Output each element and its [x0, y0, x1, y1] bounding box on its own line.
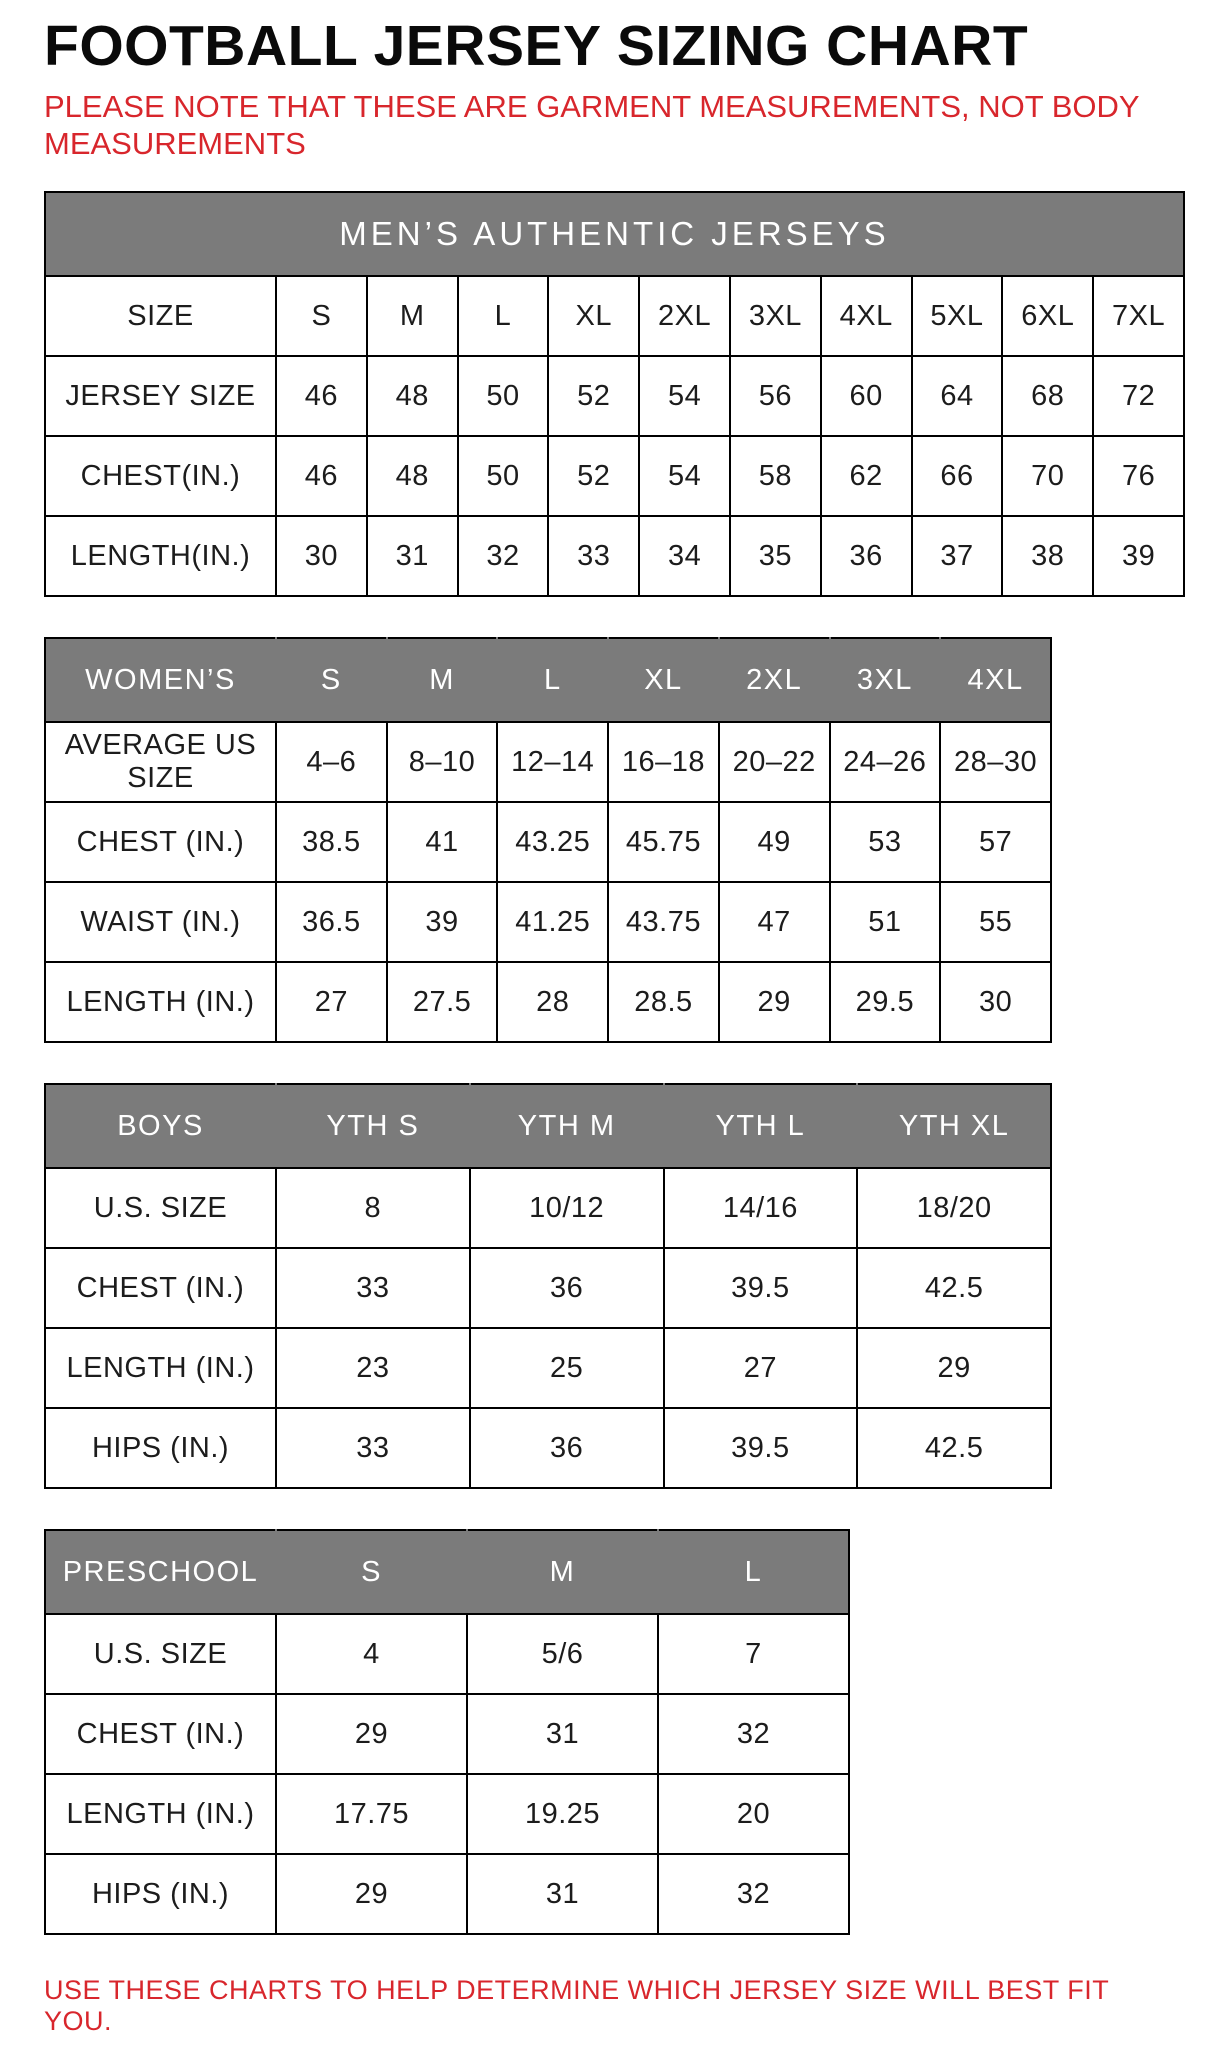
preschool-table-banner-row — [45, 1530, 849, 1614]
table-cell: 39.5 — [664, 1408, 858, 1488]
table-cell: 6XL — [1002, 276, 1093, 356]
row-label: JERSEY SIZE — [45, 356, 276, 436]
table-cell: 43.25 — [497, 802, 608, 882]
table-cell: XL — [548, 276, 639, 356]
table-cell: 27 — [664, 1328, 858, 1408]
table-cell: 10/12 — [470, 1168, 664, 1248]
table-cell: 8 — [276, 1168, 470, 1248]
table-cell: 27.5 — [387, 962, 498, 1042]
table-cell: 24–26 — [830, 722, 941, 802]
table-cell: 30 — [940, 962, 1051, 1042]
table-cell: 5XL — [912, 276, 1003, 356]
row-label: AVERAGE US SIZE — [45, 722, 276, 802]
table-row — [45, 436, 1184, 516]
table-cell: 49 — [719, 802, 830, 882]
table-cell: 8–10 — [387, 722, 498, 802]
table-cell: 30 — [276, 516, 367, 596]
table-cell: 48 — [367, 356, 458, 436]
table-row — [45, 722, 1051, 802]
boys-table-banner-row — [45, 1084, 1051, 1168]
column-header: 4XL — [940, 638, 1051, 722]
table-row — [45, 882, 1051, 962]
table-cell: 48 — [367, 436, 458, 516]
table-cell: 58 — [730, 436, 821, 516]
row-label: CHEST(IN.) — [45, 436, 276, 516]
table-cell: 28–30 — [940, 722, 1051, 802]
fit-advice-footer: USE THESE CHARTS TO HELP DETERMINE WHICH JERSEY SIZE WILL BEST FIT YOU. — [44, 1975, 1109, 2037]
row-label: U.S. SIZE — [45, 1614, 276, 1694]
row-label: HIPS (IN.) — [45, 1408, 276, 1488]
table-cell: 20–22 — [719, 722, 830, 802]
table-row — [45, 276, 1184, 356]
table-cell: 47 — [719, 882, 830, 962]
table-cell: 62 — [821, 436, 912, 516]
mens-table-title: MEN’S AUTHENTIC JERSEYS — [45, 192, 1184, 276]
table-cell: 32 — [658, 1854, 849, 1934]
table-cell: 7 — [658, 1614, 849, 1694]
column-header: M — [387, 638, 498, 722]
column-header: M — [467, 1530, 658, 1614]
table-cell: 12–14 — [497, 722, 608, 802]
table-cell: 3XL — [730, 276, 821, 356]
table-cell: 28.5 — [608, 962, 719, 1042]
table-cell: 39 — [1093, 516, 1184, 596]
mens-authentic-jerseys-table — [44, 191, 1185, 597]
table-cell: S — [276, 276, 367, 356]
table-cell: 27 — [276, 962, 387, 1042]
table-cell: 7XL — [1093, 276, 1184, 356]
table-cell: 45.75 — [608, 802, 719, 882]
table-cell: 36.5 — [276, 882, 387, 962]
column-header: L — [658, 1530, 849, 1614]
table-cell: 36 — [470, 1248, 664, 1328]
preschool-sizing-table — [44, 1529, 850, 1935]
table-row — [45, 356, 1184, 436]
table-cell: 4 — [276, 1614, 467, 1694]
table-row — [45, 516, 1184, 596]
row-label: LENGTH (IN.) — [45, 962, 276, 1042]
table-cell: 16–18 — [608, 722, 719, 802]
table-cell: 35 — [730, 516, 821, 596]
table-cell: 29 — [719, 962, 830, 1042]
row-label: LENGTH (IN.) — [45, 1328, 276, 1408]
garment-measurements-note: PLEASE NOTE THAT THESE ARE GARMENT MEASUREMENTS, NOT BODY MEASUREMENTS — [44, 88, 1140, 162]
table-cell: 4XL — [821, 276, 912, 356]
table-cell: 31 — [467, 1694, 658, 1774]
table-cell: 5/6 — [467, 1614, 658, 1694]
table-cell: 4–6 — [276, 722, 387, 802]
table-cell: 56 — [730, 356, 821, 436]
column-header: XL — [608, 638, 719, 722]
table-cell: 54 — [639, 436, 730, 516]
column-header: L — [497, 638, 608, 722]
table-cell: 32 — [658, 1694, 849, 1774]
row-label: CHEST (IN.) — [45, 1248, 276, 1328]
womens-table-banner-row — [45, 638, 1051, 722]
table-cell: 39 — [387, 882, 498, 962]
table-cell: 46 — [276, 356, 367, 436]
table-cell: 54 — [639, 356, 730, 436]
table-cell: 76 — [1093, 436, 1184, 516]
table-cell: 41 — [387, 802, 498, 882]
table-cell: 17.75 — [276, 1774, 467, 1854]
row-label: HIPS (IN.) — [45, 1854, 276, 1934]
row-label: WAIST (IN.) — [45, 882, 276, 962]
table-cell: 18/20 — [857, 1168, 1051, 1248]
table-cell: 14/16 — [664, 1168, 858, 1248]
page-title: FOOTBALL JERSEY SIZING CHART — [44, 14, 1029, 78]
row-label: U.S. SIZE — [45, 1168, 276, 1248]
table-row — [45, 1774, 849, 1854]
table-cell: 36 — [470, 1408, 664, 1488]
row-label: CHEST (IN.) — [45, 802, 276, 882]
table-cell: 53 — [830, 802, 941, 882]
row-label: LENGTH(IN.) — [45, 516, 276, 596]
table-cell: 70 — [1002, 436, 1093, 516]
table-cell: 32 — [458, 516, 549, 596]
table-cell: 28 — [497, 962, 608, 1042]
table-cell: 31 — [367, 516, 458, 596]
preschool-table-title: PRESCHOOL — [45, 1530, 276, 1614]
table-cell: 34 — [639, 516, 730, 596]
womens-sizing-table — [44, 637, 1052, 1043]
column-header: 3XL — [830, 638, 941, 722]
table-row — [45, 1694, 849, 1774]
table-row — [45, 1248, 1051, 1328]
table-cell: 55 — [940, 882, 1051, 962]
table-cell: 52 — [548, 356, 639, 436]
table-cell: 50 — [458, 356, 549, 436]
column-header: 2XL — [719, 638, 830, 722]
table-row — [45, 962, 1051, 1042]
column-header: YTH L — [664, 1084, 858, 1168]
table-cell: 19.25 — [467, 1774, 658, 1854]
table-cell: 29 — [857, 1328, 1051, 1408]
table-cell: 23 — [276, 1328, 470, 1408]
boys-table-title: BOYS — [45, 1084, 276, 1168]
table-cell: 52 — [548, 436, 639, 516]
table-row — [45, 1408, 1051, 1488]
table-row — [45, 1328, 1051, 1408]
table-cell: L — [458, 276, 549, 356]
table-row — [45, 1854, 849, 1934]
table-cell: 39.5 — [664, 1248, 858, 1328]
table-cell: 43.75 — [608, 882, 719, 962]
table-cell: 29 — [276, 1694, 467, 1774]
column-header: YTH S — [276, 1084, 470, 1168]
table-cell: 20 — [658, 1774, 849, 1854]
table-cell: 38 — [1002, 516, 1093, 596]
row-label: SIZE — [45, 276, 276, 356]
table-cell: 51 — [830, 882, 941, 962]
table-cell: 33 — [276, 1248, 470, 1328]
table-cell: 50 — [458, 436, 549, 516]
table-cell: 64 — [912, 356, 1003, 436]
boys-sizing-table — [44, 1083, 1052, 1489]
row-label: LENGTH (IN.) — [45, 1774, 276, 1854]
table-cell: 68 — [1002, 356, 1093, 436]
table-cell: 60 — [821, 356, 912, 436]
table-cell: 46 — [276, 436, 367, 516]
table-cell: 57 — [940, 802, 1051, 882]
mens-table-banner-row — [45, 192, 1184, 276]
column-header: YTH M — [470, 1084, 664, 1168]
table-cell: 37 — [912, 516, 1003, 596]
row-label: CHEST (IN.) — [45, 1694, 276, 1774]
womens-table-title: WOMEN’S — [45, 638, 276, 722]
table-cell: 31 — [467, 1854, 658, 1934]
table-cell: 41.25 — [497, 882, 608, 962]
table-cell: 42.5 — [857, 1248, 1051, 1328]
table-cell: 33 — [548, 516, 639, 596]
table-row — [45, 1168, 1051, 1248]
table-row — [45, 1614, 849, 1694]
table-cell: 36 — [821, 516, 912, 596]
column-header: YTH XL — [857, 1084, 1051, 1168]
table-cell: 29.5 — [830, 962, 941, 1042]
table-cell: M — [367, 276, 458, 356]
table-cell: 2XL — [639, 276, 730, 356]
table-cell: 38.5 — [276, 802, 387, 882]
table-cell: 25 — [470, 1328, 664, 1408]
table-cell: 33 — [276, 1408, 470, 1488]
table-row — [45, 802, 1051, 882]
table-cell: 72 — [1093, 356, 1184, 436]
table-cell: 42.5 — [857, 1408, 1051, 1488]
table-cell: 29 — [276, 1854, 467, 1934]
column-header: S — [276, 1530, 467, 1614]
table-cell: 66 — [912, 436, 1003, 516]
column-header: S — [276, 638, 387, 722]
